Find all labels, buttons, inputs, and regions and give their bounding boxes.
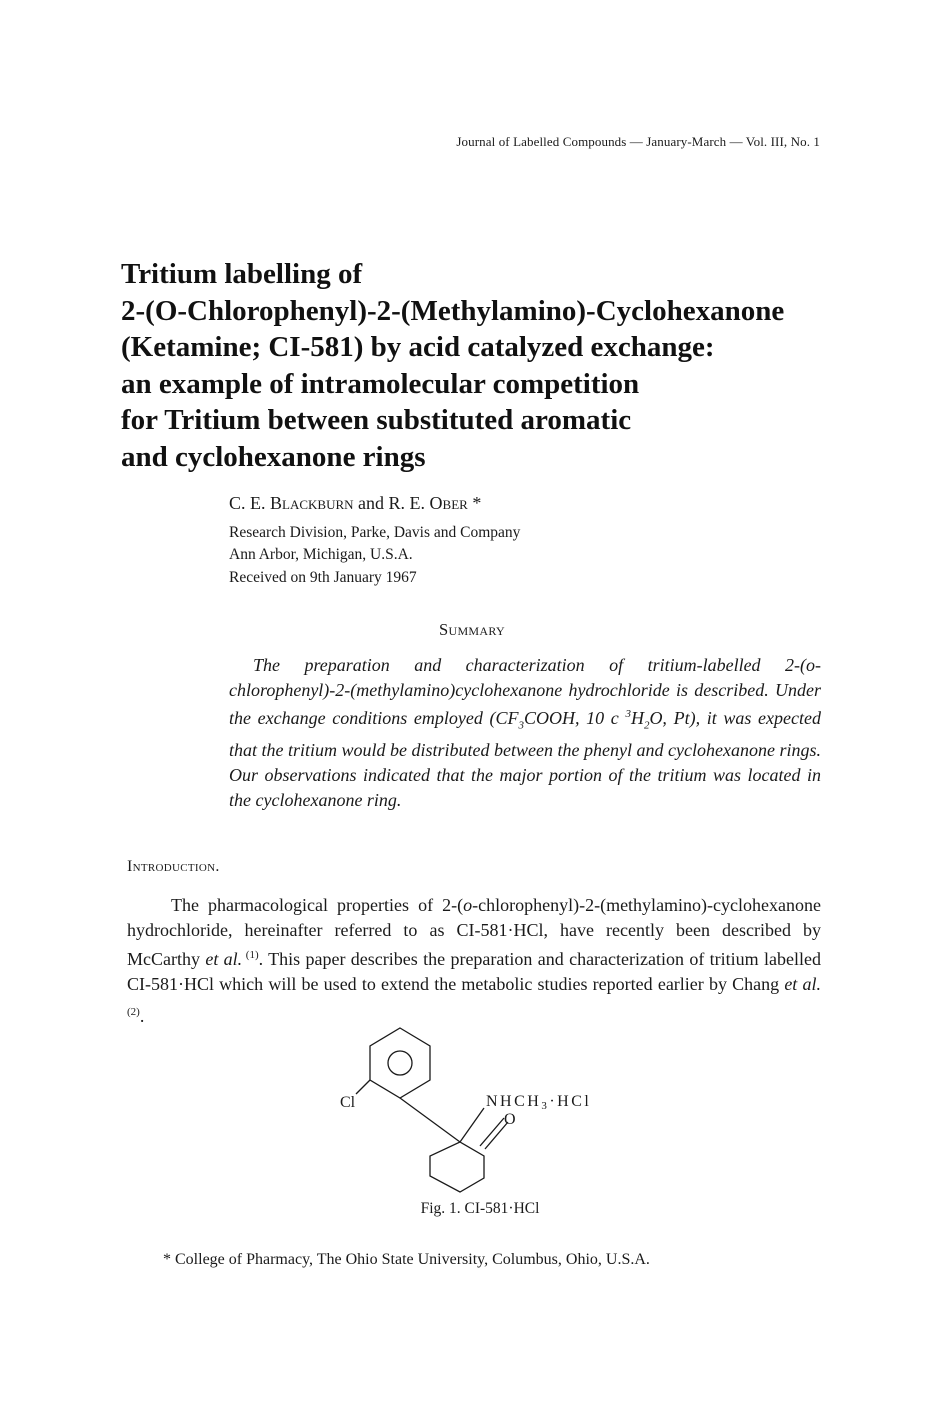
author-conjunction: and — [353, 493, 389, 513]
text-part: . This paper describes the preparation and characterization of tritium labelled CI-581·HCl which will be used to extend the metabolic studies reported earlier by Chang — [127, 949, 821, 994]
introduction-paragraph — [127, 893, 821, 1029]
summary-part: The preparation and characterization of tritium-labelled 2-(o-chlorophenyl)-2-(methylamino)cyclohexanone hydrochloride is described. Under the exchange conditions employed (CF — [229, 655, 821, 729]
ketamine-structure-diagram — [330, 1024, 630, 1199]
summary-part: H — [630, 708, 644, 729]
title-line: Tritium labelling of — [121, 258, 363, 290]
title-line: for Tritium between substituted aromatic — [121, 404, 632, 436]
subscript: 3 — [518, 719, 524, 732]
author1-surname: Blackburn — [270, 493, 354, 513]
cl-bond — [356, 1080, 370, 1094]
text-part: The pharmacological properties of 2-( — [171, 895, 464, 915]
text-part: . — [139, 1006, 145, 1026]
author2-surname: Ober — [429, 493, 468, 513]
title-line: an example of intramolecular competition — [121, 367, 640, 400]
figure-caption: Fig. 1. CI-581·HCl — [420, 1200, 540, 1217]
author2-initials: R. E. — [388, 493, 430, 513]
subscript: 2 — [643, 719, 650, 732]
title-line: and cyclohexanone rings — [121, 440, 426, 473]
summary-heading: Summary — [439, 620, 505, 639]
reference-2: (2) — [127, 1006, 140, 1018]
running-head: Journal of Labelled Compounds — January-March — Vol. III, No. 1 — [456, 134, 820, 149]
introduction-heading: Introduction. — [127, 858, 220, 875]
aryl-bond — [400, 1098, 460, 1142]
benzene-ring — [370, 1028, 430, 1098]
et-al: et al. — [205, 949, 243, 969]
oxygen-label: O — [504, 1111, 516, 1128]
cyclohexanone-ring — [430, 1142, 484, 1192]
italic-o: o — [463, 895, 473, 915]
superscript: 3 — [625, 708, 631, 721]
summary-text — [229, 653, 821, 812]
structure-figure — [330, 1024, 630, 1199]
title-line: (Ketamine; CI-581) by acid catalyzed exchange: — [121, 331, 715, 363]
affiliation-line: Ann Arbor, Michigan, U.S.A. — [229, 545, 413, 563]
affiliation-line: Research Division, Parke, Davis and Company — [229, 524, 521, 541]
author1-initials: C. E. — [229, 493, 271, 513]
title-line: 2-(O-Chlorophenyl)-2-(Methylamino)-Cyclohexanone — [121, 294, 785, 327]
footnote-marker: * — [467, 493, 482, 513]
chlorine-label: Cl — [340, 1094, 356, 1111]
summary-part: COOH, 10 c — [524, 708, 626, 729]
affiliation — [229, 522, 520, 565]
reference-1: (1) — [242, 949, 259, 961]
amine-label: NHCH3·HCl — [486, 1093, 592, 1112]
footnote: * College of Pharmacy, The Ohio State University, Columbus, Ohio, U.S.A. — [163, 1251, 650, 1268]
carbonyl-bond-1 — [480, 1118, 504, 1146]
summary-part: O, Pt), it was expected that the tritium would be distributed between the phenyl and cyclohexanone rings. Our observations indicated that the major portion of the tritium was located in the cyclohexanone ring. — [229, 708, 821, 810]
amine-bond — [460, 1108, 484, 1142]
et-al: et al. — [784, 974, 821, 994]
text-part: -chlorophenyl)-2-(methylamino)-cyclohexanone hydrochloride, hereinafter referred to as CI-581·HCl, have recently been described by McCarthy — [127, 895, 821, 969]
article-title — [121, 256, 841, 475]
received-date: Received on 9th January 1967 — [229, 569, 417, 586]
aromatic-circle — [388, 1051, 412, 1075]
author-line — [229, 493, 481, 514]
